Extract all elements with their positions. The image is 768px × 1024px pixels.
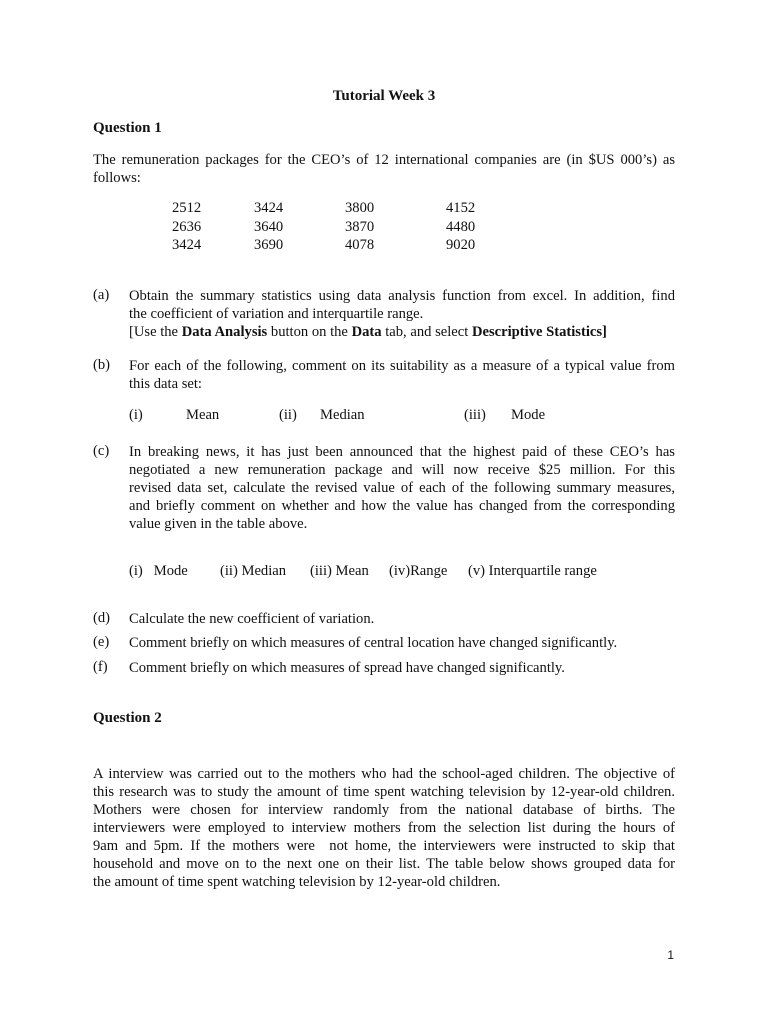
option-number: (i) — [129, 407, 143, 423]
item-a-label: (a) — [93, 287, 110, 303]
question-2-paragraph — [93, 765, 675, 891]
item-c-line-2: negotiated a new remuneration package and will now receive $25 million. For this — [129, 462, 675, 478]
item-c-label: (c) — [93, 443, 110, 459]
option-number: (iii) — [464, 407, 486, 423]
q2-line: 9am and 5pm. If the mothers were not home, the interviewers were instructed to skip that — [93, 838, 675, 854]
item-b-line-1: For each of the following, comment on its suitability as a measure of a typical value from — [129, 358, 675, 374]
option-median: (ii) Median — [220, 563, 287, 579]
item-b-label: (b) — [93, 357, 111, 373]
table-cell: 3690 — [254, 237, 284, 253]
table-cell: 4480 — [446, 219, 476, 235]
option-mode: (i) Mode — [129, 563, 188, 579]
item-a-line-3 — [129, 323, 675, 341]
item-d-label: (d) — [93, 610, 111, 626]
item-c-line-3: revised data set, calculate the revised value of each of the following summary measures, — [129, 480, 675, 496]
option-interquartile-range: (v) Interquartile range — [468, 563, 597, 579]
table-cell: 9020 — [446, 237, 476, 253]
item-a-line-1: Obtain the summary statistics using data analysis function from excel. In addition, find — [129, 288, 675, 304]
table-cell: 3424 — [254, 200, 284, 216]
q2-line: Mothers were chosen for interview randomly from the national database of births. The — [93, 802, 675, 818]
page-number: 1 — [667, 948, 674, 962]
table-cell: 2636 — [172, 219, 202, 235]
table-cell: 3424 — [172, 237, 202, 253]
option-text: Mean — [186, 407, 220, 423]
q2-line: A interview was carried out to the mothers who had the school-aged children. The objective of — [93, 766, 675, 782]
q2-line: this research was to study the amount of time spent watching television by 12-year-old children. — [93, 784, 675, 800]
table-cell: 4152 — [446, 200, 476, 216]
item-a-line-2: the coefficient of variation and interquartile range. — [129, 306, 424, 322]
item-a-line-3-mid2: tab, and select — [381, 324, 472, 340]
item-d-text: Calculate the new coefficient of variation. — [129, 611, 375, 627]
intro-line-2: follows: — [93, 170, 141, 186]
intro-line-1: The remuneration packages for the CEO’s of 12 international companies are (in $US 000’s) as — [93, 152, 675, 168]
table-cell: 3800 — [345, 200, 375, 216]
option-mean: (iii) Mean — [310, 563, 369, 579]
option-number: (ii) — [279, 407, 297, 423]
q2-line: interviewers were employed to interview mothers from the selection list during the hours of — [93, 820, 675, 836]
option-range: (iv)Range — [389, 563, 448, 579]
item-e-text: Comment briefly on which measures of central location have changed significantly. — [129, 635, 618, 651]
item-c-line-4: and briefly comment on whether and how the value has changed from the corresponding — [129, 498, 675, 514]
item-a-text — [129, 287, 675, 341]
question-2-heading: Question 2 — [93, 710, 162, 726]
option-text: Mode — [511, 407, 546, 423]
table-cell: 3870 — [345, 219, 375, 235]
data-analysis-term: Data Analysis — [181, 324, 268, 340]
page-title: Tutorial Week 3 — [332, 88, 436, 104]
item-c-text — [129, 443, 675, 533]
descriptive-statistics-term: Descriptive Statistics] — [471, 324, 607, 340]
question-1-heading: Question 1 — [93, 120, 162, 136]
item-b-text — [129, 357, 675, 393]
item-e-label: (e) — [93, 634, 110, 650]
item-a-line-3-pre: [Use the — [129, 324, 182, 340]
item-f-text: Comment briefly on which measures of spread have changed significantly. — [129, 660, 565, 676]
table-cell: 3640 — [254, 219, 284, 235]
item-b-line-2: this data set: — [129, 376, 202, 392]
option-text: Median — [320, 407, 365, 423]
q2-line: household and move on to the next one on their list. The table below shows grouped data for — [93, 856, 675, 872]
question-1-intro — [93, 151, 675, 187]
table-cell: 4078 — [345, 237, 375, 253]
item-c-line-1: In breaking news, it has just been announced that the highest paid of these CEO’s has — [129, 444, 675, 460]
table-cell: 2512 — [172, 200, 202, 216]
q2-line: the amount of time spent watching television by 12-year-old children. — [93, 874, 501, 890]
item-f-label: (f) — [93, 659, 108, 675]
data-tab-term: Data — [351, 324, 382, 340]
item-a-line-3-mid1: button on the — [267, 324, 352, 340]
item-c-line-5: value given in the table above. — [129, 516, 308, 532]
